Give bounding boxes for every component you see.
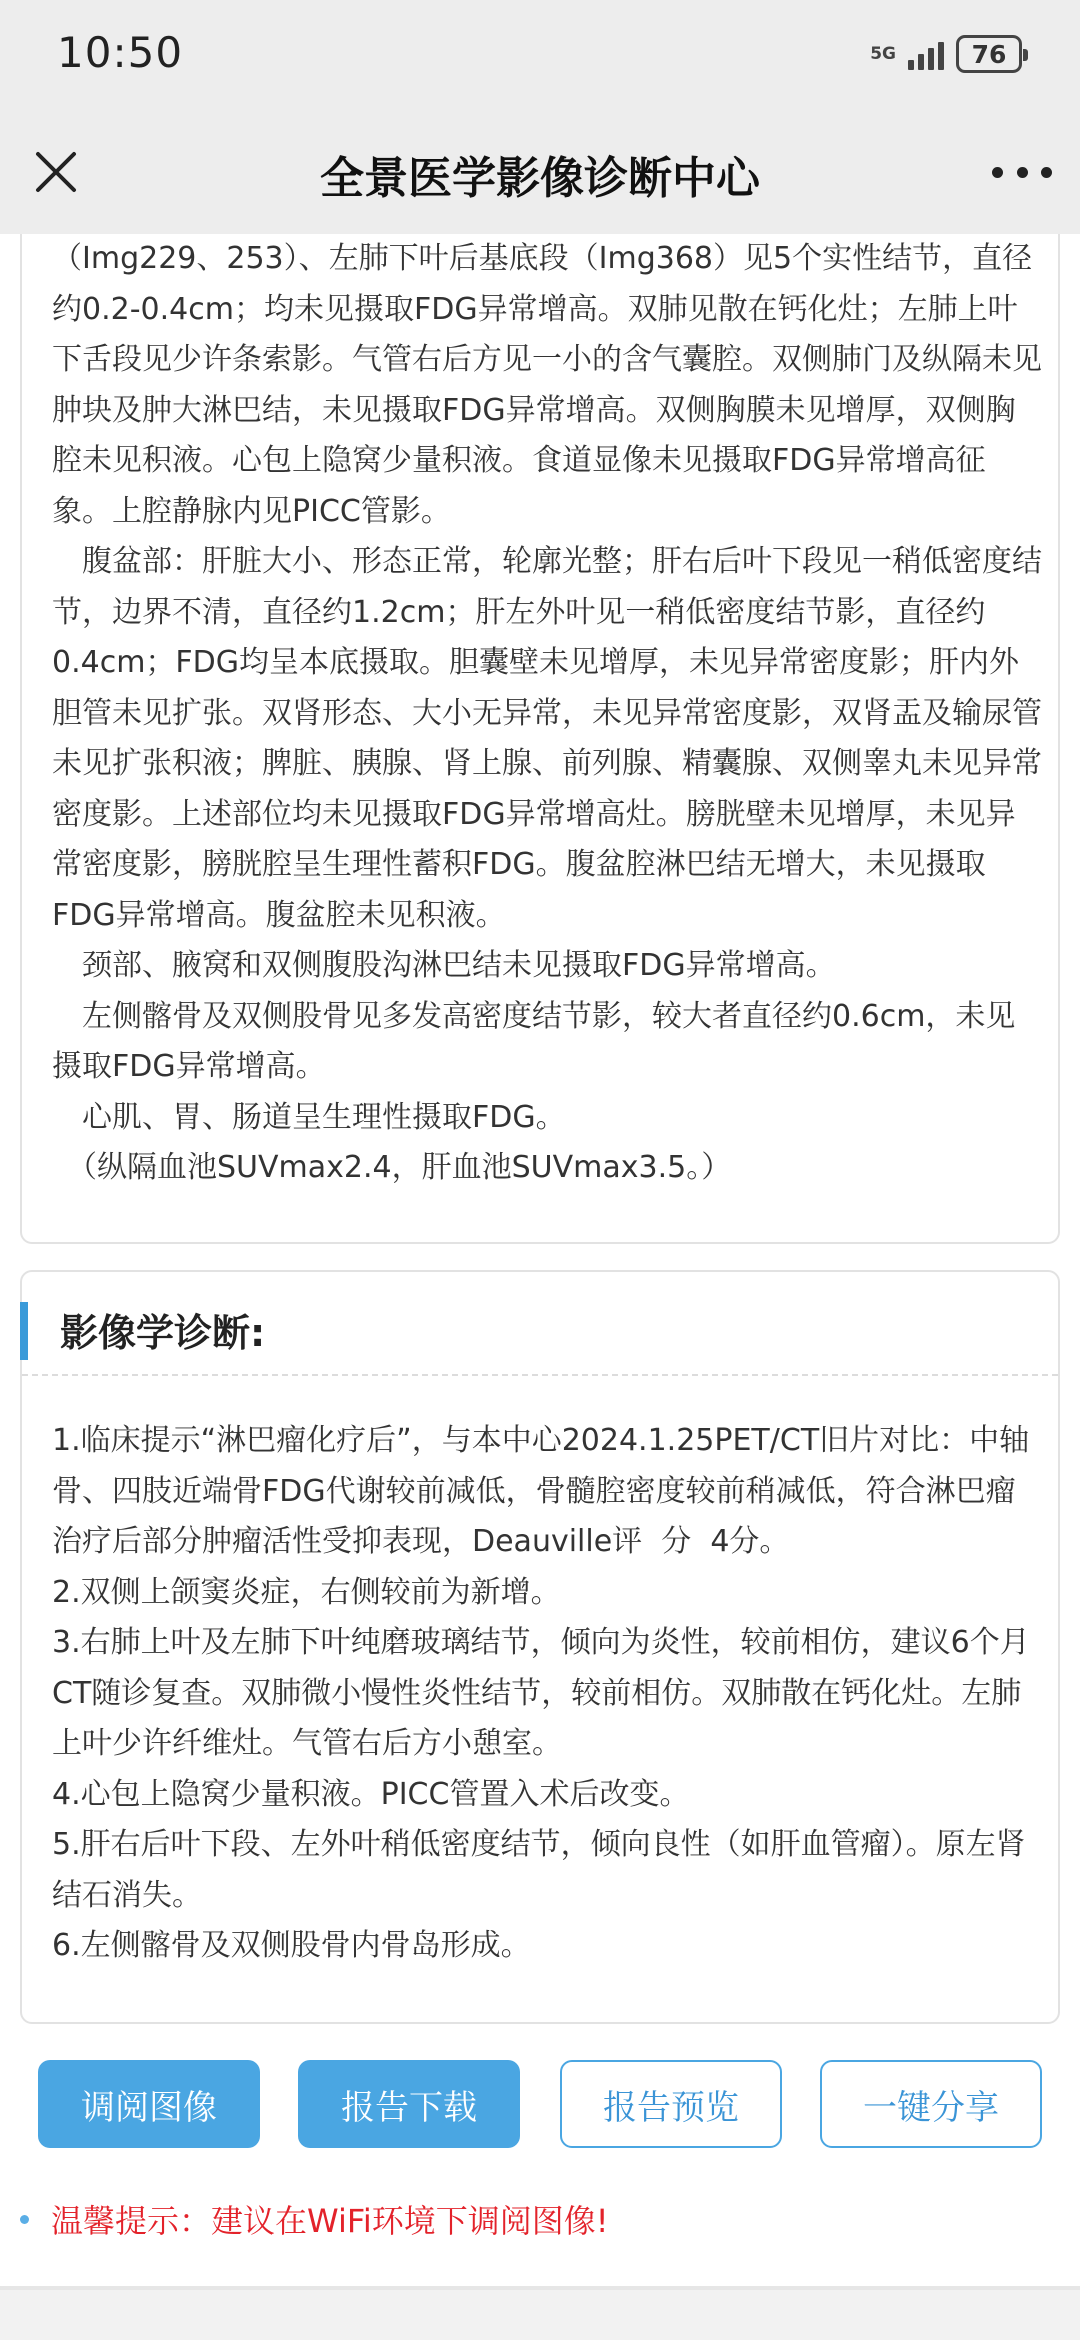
tip-text: 温馨提示：建议在WiFi环境下调阅图像! xyxy=(51,2202,609,2240)
findings-paragraph: 颈部、腋窝和双侧腹股沟淋巴结未见摄取FDG异常增高。 xyxy=(52,948,836,983)
diagnosis-card xyxy=(20,1270,1060,2024)
diagnosis-list xyxy=(52,1416,1042,1972)
diagnosis-item: 2.双侧上颌窦炎症，右侧较前为新增。 xyxy=(52,1574,561,1610)
diagnosis-item: 6.左侧髂骨及双侧股骨内骨岛形成。 xyxy=(52,1928,531,1963)
diagnosis-title: 影像学诊断: xyxy=(60,1311,266,1355)
view-images-button[interactable]: 调阅图像 xyxy=(38,2060,260,2148)
more-icon xyxy=(992,167,1003,178)
report-content[interactable] xyxy=(0,234,1080,2290)
diagnosis-item: 1.临床提示“淋巴瘤化疗后”，与本中心2024.1.25PET/CT旧片对比：中轴骨、四肢近端骨FDG代谢较前减低，骨髓腔密度较前稍减低，符合淋巴瘤治疗后部分肿瘤活性受抑表现，Deauville评 分 4分。 xyxy=(52,1423,1030,1559)
page-title: 全景医学影像诊断中心 xyxy=(320,153,760,204)
bullet-icon xyxy=(20,2215,29,2224)
findings-paragraph: 心肌、胃、肠道呈生理性摄取FDG。 xyxy=(52,1099,566,1135)
battery-icon xyxy=(956,35,1022,73)
signal-icon xyxy=(908,38,944,70)
findings-text xyxy=(52,234,1042,1194)
preview-report-button[interactable]: 报告预览 xyxy=(560,2060,782,2148)
network-label: 5G xyxy=(870,44,896,64)
battery-level: 76 xyxy=(971,39,1007,69)
findings-paragraph: （Img229、253）、左肺下叶后基底段（Img368）见5个实性结节，直径约0.2-0.4cm；均未见摄取FDG异常增高。双肺见散在钙化灶；左肺上叶下舌段见少许条索影。气管右后方见一小的含气囊腔。双侧肺门及纵隔未见肿块及肿大淋巴结，未见摄取FDG异常增高。双侧胸膜未见增厚，双侧胸腔未见积液。心包上隐窝少量积液。食道显像未见摄取FDG异常增高征象。上腔静脉内见PICC管影。 xyxy=(52,241,1042,529)
more-button[interactable] xyxy=(992,154,1052,190)
diagnosis-item: 5.肝右后叶下段、左外叶稍低密度结节，倾向良性（如肝血管瘤）。原左肾结石消失。 xyxy=(52,1827,1026,1913)
status-indicators xyxy=(870,32,1022,76)
tip-row xyxy=(20,2194,609,2244)
findings-card xyxy=(20,234,1060,1244)
status-time: 10:50 xyxy=(57,28,184,77)
download-report-button[interactable]: 报告下载 xyxy=(298,2060,520,2148)
diagnosis-item: 3.右肺上叶及左肺下叶纯磨玻璃结节，倾向为炎性，较前相仿，建议6个月CT随诊复查。双肺微小慢性炎性结节，较前相仿。双肺散在钙化灶。左肺上叶少许纤维灶。气管右后方小憩室。 xyxy=(52,1625,1030,1761)
title-bar xyxy=(0,110,1080,234)
share-button[interactable]: 一键分享 xyxy=(820,2060,1042,2148)
section-accent-bar xyxy=(20,1302,28,1360)
diagnosis-header xyxy=(22,1272,1058,1376)
findings-paragraph: （纵隔血池SUVmax2.4，肝血池SUVmax3.5。） xyxy=(52,1150,732,1185)
bottom-area xyxy=(0,2290,1080,2340)
findings-paragraph: 腹盆部：肝脏大小、形态正常，轮廓光整；肝右后叶下段见一稍低密度结节，边界不清，直径约1.2cm；肝左外叶见一稍低密度结节影，直径约0.4cm；FDG均呈本底摄取。胆囊壁未见增厚，未见异常密度影；肝内外胆管未见扩张。双肾形态、大小无异常，未见异常密度影，双肾盂及输尿管未见扩张积液；脾脏、胰腺、肾上腺、前列腺、精囊腺、双侧睾丸未见异常密度影。上述部位均未见摄取FDG异常增高灶。膀胱壁未见增厚，未见异常密度影，膀胱腔呈生理性蓄积FDG。腹盆腔淋巴结无增大，未见摄取FDG异常增高。腹盆腔未见积液。 xyxy=(52,544,1042,933)
status-bar xyxy=(0,0,1080,110)
diagnosis-item: 4.心包上隐窝少量积液。PICC管置入术后改变。 xyxy=(52,1776,690,1812)
action-buttons xyxy=(38,2060,1042,2148)
findings-paragraph: 左侧髂骨及双侧股骨见多发高密度结节影，较大者直径约0.6cm，未见摄取FDG异常增高。 xyxy=(52,998,1016,1084)
